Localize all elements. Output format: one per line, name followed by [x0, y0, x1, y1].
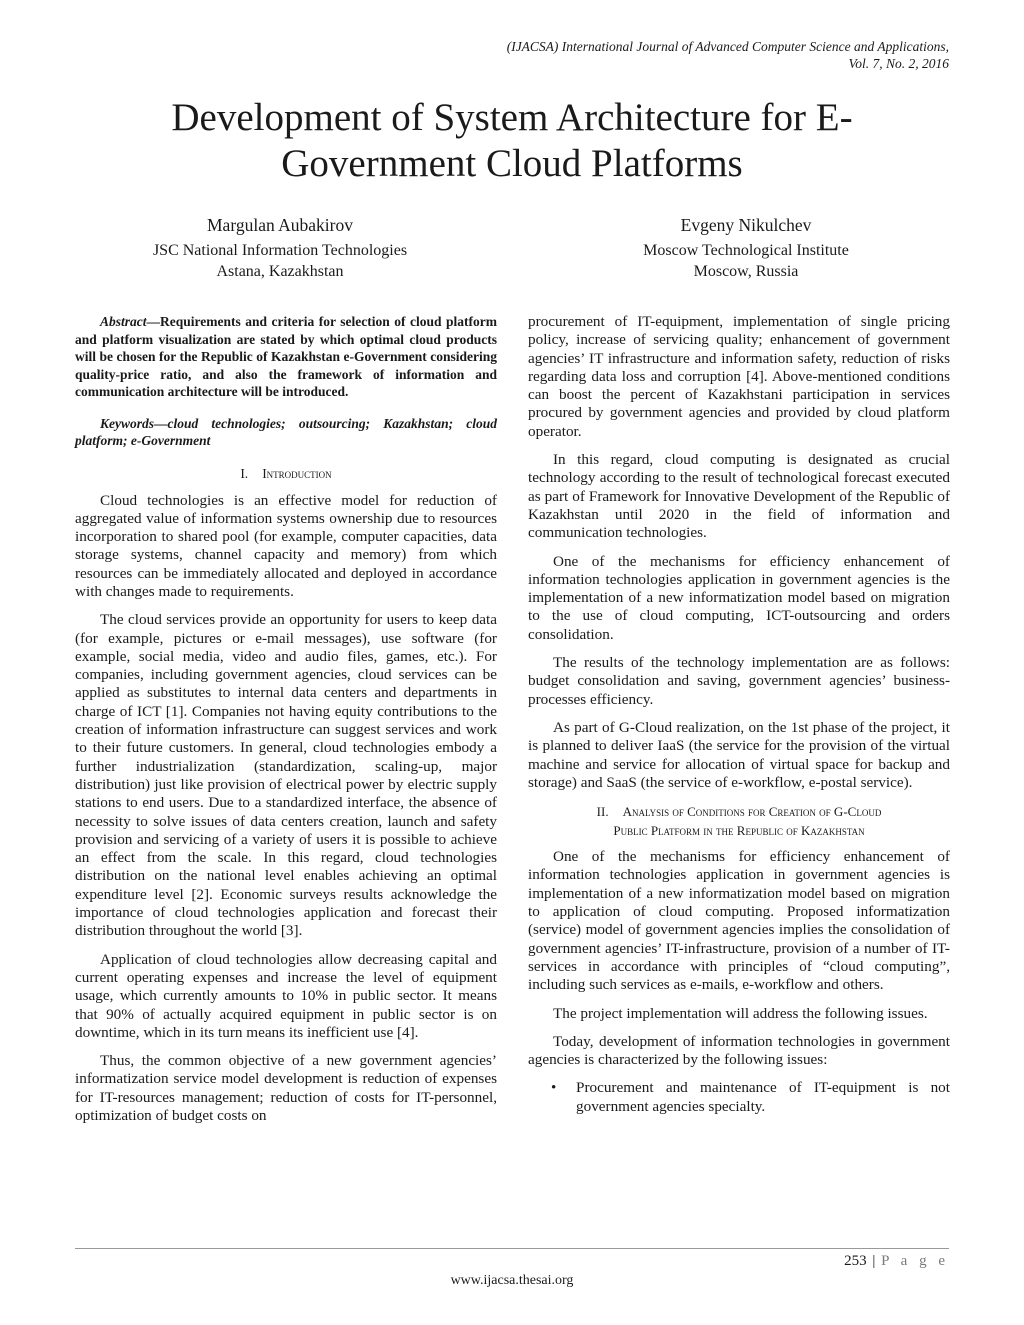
paragraph: The cloud services provide an opportunity for users to keep data (for example, pictures or e-mail messages), use software (for example, social media, video and audio files, games, etc.). For companies, including government agencies, cloud services can be applied as substitutes to internal data centers and departments in charge of ICT [1]. Companies not having equity contributions to the creation of information infrastructure can suggest services and work to their future customers. In general, cloud technologies embody a further industrialization (standardization, scaling-up, major distribution) just like provision of electrical power by electric supply stations to end users. Due to a standardized interface, the absence of necessity to solve issues of data centers creation, launch and safety provision and servicing of a variety of users it is possible to achieve an effect from the scale. In this regard, cloud technologies distribution on the national level enables achieving an optimal expenditure level [2]. Economic surveys results acknowledge the importance of cloud technologies application and forecast their distribution throughout the world [3].: [75, 611, 497, 940]
author-block-1: [128, 213, 432, 282]
journal-header: [507, 38, 949, 72]
abstract: [75, 313, 497, 401]
abstract-text: —Requirements and criteria for selection of cloud platform and platform visualization are stated by which optimal cloud products will be chosen for the Republic of Kazakhstan e-Government considering quality-price ratio, and also the framework of information and communication architecture will be introduced.: [75, 314, 497, 399]
section-title-line-2: Public Platform in the Republic of Kazakhstan: [613, 823, 865, 839]
author-name: Evgeny Nikulchev: [680, 215, 812, 235]
section-heading-analysis: [528, 802, 950, 840]
section-number: II.: [596, 804, 609, 820]
list-item-text: Procurement and maintenance of IT-equipment is not government agencies specialty.: [576, 1079, 950, 1115]
paper-title: [80, 95, 944, 187]
keywords-label: Keywords: [100, 415, 154, 431]
right-column: [528, 313, 950, 1116]
author-name: Margulan Aubakirov: [207, 215, 353, 235]
title-line-2: Government Cloud Platforms: [281, 142, 743, 185]
journal-url: www.ijacsa.thesai.org: [450, 1273, 574, 1288]
keywords-text: —cloud technologies; outsourcing; Kazakhstan; cloud platform; e-Government: [75, 415, 497, 448]
author-block-2: [594, 213, 898, 282]
keywords: [75, 415, 497, 450]
author-affiliation: JSC National Information Technologies: [152, 242, 408, 259]
paragraph: Application of cloud technologies allow decreasing capital and current operating expenses and increase the level of equipment usage, which currently amounts to 10% in public sector. It means that 90% of actually acquired equipment in public sector is on downtime, which in its turn means its inefficient use [4].: [75, 950, 497, 1041]
author-location: Moscow, Russia: [693, 263, 799, 280]
paragraph: One of the mechanisms for efficiency enhancement of information technologies application in government agencies is the implementation of a new informatization model based on migration to the use of cloud computing, ICT-outsourcing and orders consolidation.: [528, 552, 950, 643]
section-heading-introduction: [75, 464, 497, 483]
page-number-block: [844, 1253, 949, 1270]
page-number: 253: [844, 1253, 867, 1269]
footer-divider: [75, 1248, 949, 1249]
paragraph: The project implementation will address the following issues.: [553, 1004, 928, 1022]
paragraph: Today, development of information technologies in government agencies is characterized by the following issues:: [528, 1032, 950, 1069]
journal-volume: Vol. 7, No. 2, 2016: [848, 56, 949, 71]
paragraph: In this regard, cloud computing is designated as crucial technology according to the result of technological forecast executed as part of Framework for Innovative Development of the Republic of Kazakhstan until 2020 in the field of information and communication technologies.: [528, 451, 950, 542]
page-separator: |: [872, 1253, 876, 1269]
paragraph-continued: procurement of IT-equipment, implementation of single pricing policy, increase of servicing quality; enhancement of government agencies’ IT infrastructure and information safety, reduction of risks regarding data loss and corruption [4]. Above-mentioned conditions can boost the percent of Kazakhstani participation in services procured by government agencies and provided by cloud platform operator.: [528, 313, 950, 440]
list-item: [528, 1079, 950, 1116]
paragraph: Thus, the common objective of a new government agencies’ informatization service model development is reduction of expenses for IT-resources management; reduction of costs for IT-personnel, optimization of budget costs on: [75, 1052, 497, 1124]
section-number: I.: [240, 465, 249, 481]
section-title: Introduction: [262, 465, 332, 481]
bullet-list: [528, 1079, 950, 1116]
paragraph: As part of G-Cloud realization, on the 1st phase of the project, it is planned to deliver IaaS (the service for the provision of the virtual machine and service for allocation of virtual space for backup and storage) and SaaS (the service of e-workflow, e-postal service).: [528, 718, 950, 791]
abstract-label: Abstract: [100, 314, 147, 329]
author-location: Astana, Kazakhstan: [216, 263, 344, 280]
author-affiliation: Moscow Technological Institute: [643, 242, 849, 259]
title-line-1: Development of System Architecture for E-: [171, 96, 853, 139]
paragraph: Cloud technologies is an effective model for reduction of aggregated value of information systems ownership due to resources incorporation to shared pool (for example, computer capacities, data storage systems, channel capacity and memory) from which resources can be immediately allocated and deployed in accordance with changes made to requirements.: [75, 491, 497, 600]
paragraph: The results of the technology implementation are as follows: budget consolidation and saving, government agencies’ business-processes efficiency.: [528, 654, 950, 708]
section-title-line-1: Analysis of Conditions for Creation of G-Cloud: [622, 804, 882, 820]
journal-name: (IJACSA) International Journal of Advanced Computer Science and Applications,: [506, 39, 949, 54]
page-label: P a g e: [881, 1253, 949, 1269]
paragraph: One of the mechanisms for efficiency enhancement of information technologies application in government agencies is implementation of a new informatization model based on migration to application of cloud computing. Proposed informatization (service) model of government agencies implies the consolidation of government agencies’ IT-infrastructure, provision of a number of IT-services in accordance with principles of “cloud computing”, including such services as e-mails, e-workflow and others.: [528, 848, 950, 994]
left-column: [75, 313, 497, 1135]
bullet-icon: •: [551, 1079, 557, 1097]
